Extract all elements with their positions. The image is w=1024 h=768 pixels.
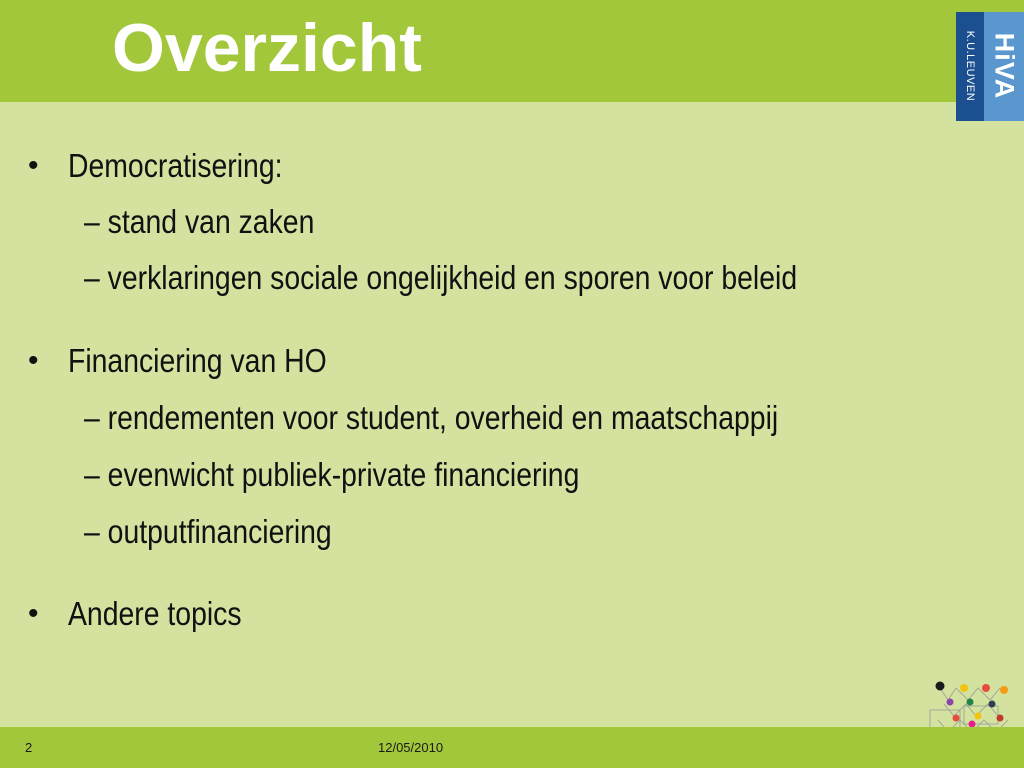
bullet-item-andere-topics: Andere topics bbox=[68, 595, 242, 632]
bullet-item-financiering: Financiering van HO bbox=[68, 342, 327, 379]
logo-sub-text: K.U.LEUVEN bbox=[964, 30, 976, 102]
footer-bar bbox=[0, 727, 1024, 768]
bullet-marker: • bbox=[28, 344, 39, 377]
bullet-item-democratisering: Democratisering: bbox=[68, 147, 283, 184]
logo-main-text: HiVA bbox=[989, 32, 1020, 100]
footer-date: 12/05/2010 bbox=[378, 740, 444, 755]
subitem-outputfinanciering: – outputfinanciering bbox=[84, 513, 332, 550]
slide-title: Overzicht bbox=[112, 10, 422, 86]
bullet-marker: • bbox=[28, 149, 39, 182]
bullet-marker: • bbox=[28, 597, 39, 630]
subitem-verklaringen: – verklaringen sociale ongelijkheid en sporen voor beleid bbox=[84, 259, 798, 296]
subitem-evenwicht: – evenwicht publiek-private financiering bbox=[84, 456, 580, 493]
page-number: 2 bbox=[25, 740, 33, 755]
subitem-rendementen: – rendementen voor student, overheid en maatschappij bbox=[84, 399, 779, 436]
subitem-stand-van-zaken: – stand van zaken bbox=[84, 203, 315, 240]
